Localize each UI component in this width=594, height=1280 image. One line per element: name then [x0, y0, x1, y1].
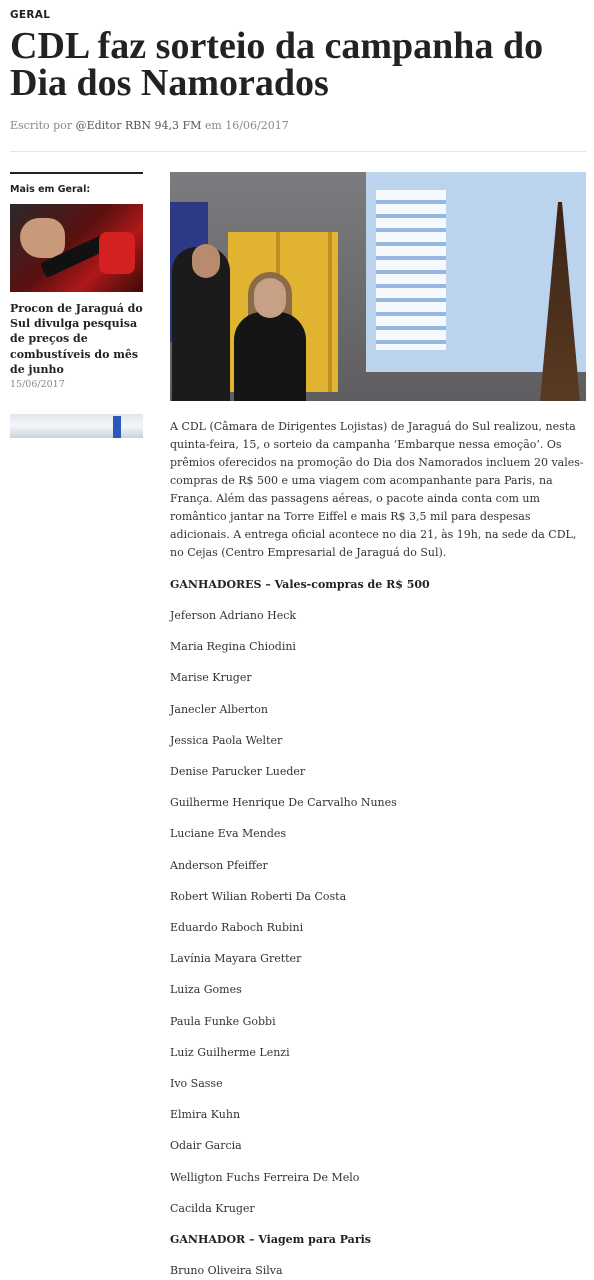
- article-body: [170, 418, 586, 1277]
- winner-list-item: Marise Kruger: [170, 671, 252, 685]
- winner-list-item: Welligton Fuchs Ferreira De Melo: [170, 1170, 360, 1184]
- article-title: CDL faz sorteio da campanha do Dia dos Namorados: [10, 25, 544, 104]
- winner-list-item: Luiz Guilherme Lenzi: [170, 1045, 290, 1059]
- winner-list-item: Guilherme Henrique De Carvalho Nunes: [170, 796, 397, 810]
- sidebar-top-rule: [10, 172, 143, 174]
- winner-list-item: Denise Parucker Lueder: [170, 765, 306, 778]
- winner-list-item: Ivo Sasse: [170, 1077, 223, 1090]
- winner-list-item: Jessica Paola Welter: [170, 733, 283, 747]
- winner-list-item: Lavínia Mayara Gretter: [170, 952, 302, 966]
- byline-author[interactable]: @Editor RBN 94,3 FM: [75, 119, 202, 132]
- winner-list-item: Luciane Eva Mendes: [170, 827, 287, 841]
- section-heading-vouchers: GANHADORES – Vales-compras de R$ 500: [170, 578, 430, 591]
- byline-date: 16/06/2017: [225, 119, 289, 132]
- article-intro: A CDL (Câmara de Dirigentes Lojistas) de Jaraguá do Sul realizou, nesta quinta-feira, 15, o sorteio da campanha ‘Embarque nessa emoção’. Os prêmios oferecidos na promoção do Dia dos Namorados incluem 20 vales-compras de R$ 500 e uma viagem com acompanhante para Paris, na França. Além das passagens aéreas, o pacote ainda conta com um romântico jantar na Torre Eiffel e mais R$ 3,5 mil para despesas adicionais. A entrega oficial acontece no dia 21, às 19h, na sede da CDL, no Cejas (Centro Empresarial de Jaraguá do Sul).: [170, 420, 584, 559]
- related-story-date: 15/06/2017: [10, 379, 65, 391]
- header-divider: [10, 151, 586, 152]
- related-story-thumbnail[interactable]: [10, 204, 143, 292]
- winner-list-item: Anderson Pfeiffer: [170, 858, 268, 872]
- sidebar-heading: Mais em Geral:: [10, 184, 91, 195]
- byline-prefix: Escrito por: [10, 119, 73, 132]
- trip-winner: Bruno Oliveira Silva: [170, 1264, 283, 1277]
- winner-list-item: Paula Funke Gobbi: [170, 1014, 276, 1028]
- winner-list-item: Jeferson Adriano Heck: [170, 609, 297, 622]
- winner-list-item: Elmira Kuhn: [170, 1108, 241, 1122]
- sidebar: [10, 172, 143, 438]
- winner-list-item: Janecler Alberton: [170, 702, 268, 716]
- related-story-link[interactable]: Procon de Jaraguá do Sul divulga pesquisa de preços de combustíveis do mês de junho: [10, 302, 143, 376]
- section-heading-trip: GANHADOR – Viagem para Paris: [170, 1233, 371, 1246]
- article-photo: [170, 172, 586, 401]
- category-label[interactable]: GERAL: [10, 9, 51, 21]
- byline-connector: em: [204, 119, 222, 132]
- related-story-thumbnail-2[interactable]: [10, 414, 143, 438]
- winner-list-item: Robert Wilian Roberti Da Costa: [170, 889, 347, 903]
- byline: [10, 119, 289, 132]
- winner-list-item: Cacilda Kruger: [170, 1201, 255, 1215]
- winner-list-item: Maria Regina Chiodini: [170, 640, 296, 654]
- winner-list-item: Odair Garcia: [170, 1139, 242, 1153]
- winner-list-item: Eduardo Raboch Rubini: [170, 921, 304, 934]
- winner-list-item: Luiza Gomes: [170, 983, 242, 997]
